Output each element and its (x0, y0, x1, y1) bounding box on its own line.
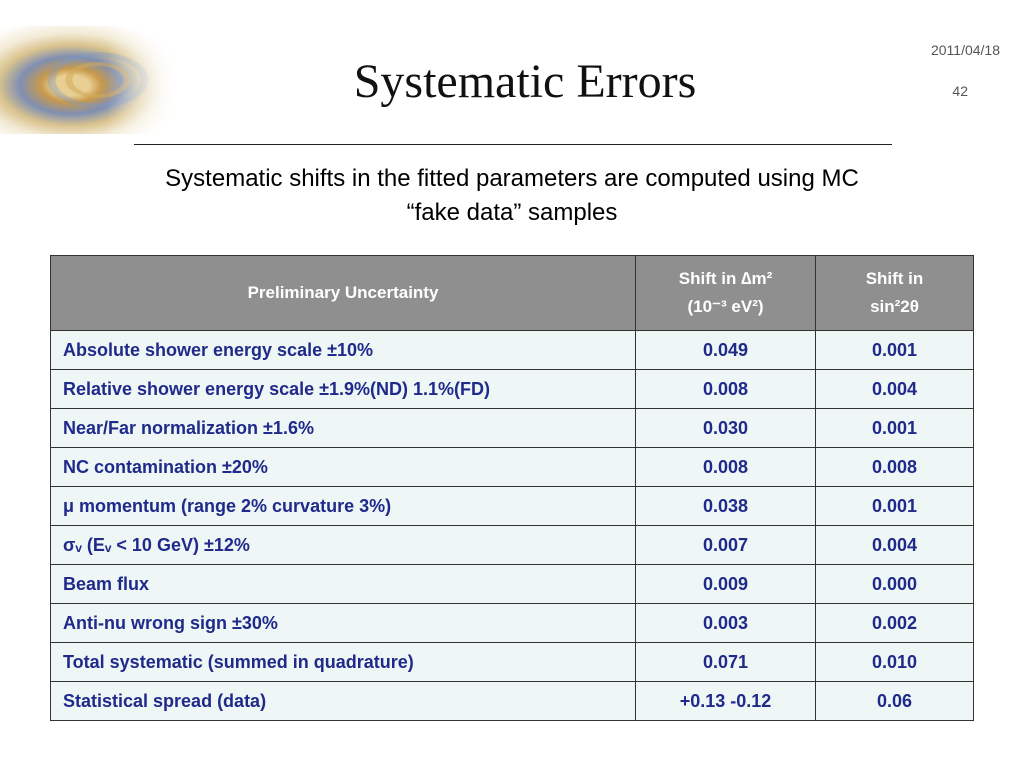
shift-sin-value: 0.004 (816, 526, 974, 565)
table-row (51, 409, 974, 448)
shift-dm2-value: 0.008 (636, 370, 816, 409)
uncertainty-label: Relative shower energy scale ±1.9%(ND) 1.1%(FD) (51, 370, 636, 409)
uncertainty-label: Anti-nu wrong sign ±30% (51, 604, 636, 643)
subtitle-line-1: Systematic shifts in the fitted parameters are computed using MC (165, 165, 859, 192)
uncertainty-label: Beam flux (51, 565, 636, 604)
shift-sin-value: 0.001 (816, 409, 974, 448)
shift-dm2-value: 0.049 (636, 331, 816, 370)
uncertainty-label: NC contamination ±20% (51, 448, 636, 487)
uncertainty-label: Statistical spread (data) (51, 682, 636, 721)
systematic-errors-table (50, 255, 974, 721)
table-row (51, 448, 974, 487)
header-shift-sin2theta (816, 256, 974, 331)
table-row (51, 487, 974, 526)
shift-sin-value: 0.000 (816, 565, 974, 604)
uncertainty-label: μ momentum (range 2% curvature 3%) (51, 487, 636, 526)
slide-title: Systematic Errors (353, 55, 697, 108)
shift-dm2-value: 0.071 (636, 643, 816, 682)
slide-page-number: 42 (952, 83, 968, 99)
header-preliminary-uncertainty: Preliminary Uncertainty (51, 256, 636, 331)
shift-dm2-value: 0.009 (636, 565, 816, 604)
shift-dm2-value: 0.008 (636, 448, 816, 487)
table-row (51, 682, 974, 721)
uncertainty-label: Absolute shower energy scale ±10% (51, 331, 636, 370)
uncertainty-label: σᵥ (Eᵥ < 10 GeV) ±12% (51, 526, 636, 565)
shift-dm2-value: +0.13 -0.12 (636, 682, 816, 721)
shift-sin-value: 0.002 (816, 604, 974, 643)
shift-dm2-value: 0.030 (636, 409, 816, 448)
table-row (51, 604, 974, 643)
shift-sin-value: 0.001 (816, 331, 974, 370)
table-row (51, 331, 974, 370)
uncertainty-label: Near/Far normalization ±1.6% (51, 409, 636, 448)
shift-sin-value: 0.008 (816, 448, 974, 487)
conference-logo-image (0, 26, 178, 134)
shift-sin-value: 0.001 (816, 487, 974, 526)
subtitle-line-2: “fake data” samples (406, 199, 618, 226)
slide-subtitle (60, 162, 964, 230)
table-row (51, 526, 974, 565)
shift-sin-value: 0.004 (816, 370, 974, 409)
header-shift-dm2 (636, 256, 816, 331)
title-divider (134, 144, 892, 145)
uncertainty-label: Total systematic (summed in quadrature) (51, 643, 636, 682)
header-shift-sin-line-1: Shift in (865, 269, 924, 288)
table-row (51, 565, 974, 604)
header-shift-sin-line-2: sin²2θ (870, 297, 919, 316)
table-header-row (51, 256, 974, 331)
header-shift-dm2-line-1: Shift in ∆m² (678, 269, 773, 288)
shift-sin-value: 0.06 (816, 682, 974, 721)
shift-dm2-value: 0.007 (636, 526, 816, 565)
table-row (51, 643, 974, 682)
shift-sin-value: 0.010 (816, 643, 974, 682)
slide-date: 2011/04/18 (930, 42, 1000, 58)
shift-dm2-value: 0.038 (636, 487, 816, 526)
table-row (51, 370, 974, 409)
header-shift-dm2-line-2: (10⁻³ eV²) (687, 297, 764, 316)
shift-dm2-value: 0.003 (636, 604, 816, 643)
